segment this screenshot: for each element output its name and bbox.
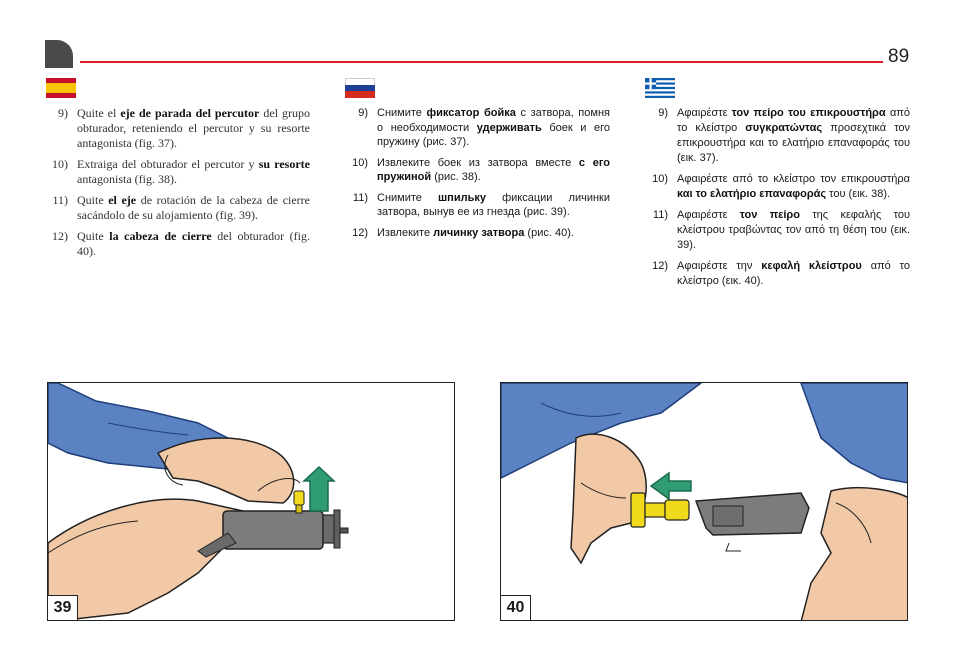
instruction-item bbox=[42, 193, 310, 223]
figure-39 bbox=[47, 382, 455, 621]
step-number: 9) bbox=[358, 107, 368, 119]
greek-column bbox=[642, 106, 910, 295]
step-text: Снимите фиксатор бойка с затвора, помня о необходимости удерживать боек и его пружину (рис. 37). bbox=[377, 107, 611, 148]
step-number: 11) bbox=[352, 191, 368, 204]
russian-column bbox=[342, 106, 610, 246]
step-text: Extraiga del obturador el percutor y su resorte antagonista (fig. 38). bbox=[77, 157, 310, 186]
page-number: 89 bbox=[888, 46, 910, 67]
instruction-item bbox=[642, 106, 910, 166]
instruction-item bbox=[42, 157, 310, 187]
step-text: Αφαιρέστε την κεφαλή κλείστρου από το κλείστρο (εικ. 40). bbox=[677, 260, 910, 287]
step-number: 12) bbox=[352, 226, 368, 239]
instruction-item bbox=[342, 106, 610, 150]
step-number: 12) bbox=[52, 229, 68, 243]
step-text: Извлеките личинку затвора (рис. 40). bbox=[377, 226, 574, 239]
step-number: 9) bbox=[658, 107, 668, 119]
instruction-item bbox=[642, 172, 910, 202]
step-number: 11) bbox=[52, 193, 68, 207]
step-text: Αφαιρέστε τον πείρο της κεφαλής του κλείστρου τραβώντας τον από τη θέση του (εικ. 39). bbox=[677, 209, 911, 251]
instruction-item bbox=[342, 226, 610, 241]
corner-tab bbox=[45, 40, 73, 68]
instruction-item bbox=[342, 191, 610, 220]
figure-40 bbox=[500, 382, 908, 621]
step-text: Quite el eje de parada del percutor del grupo obturador, reteniendo el percutor y su resorte antagonista (fig. 37). bbox=[77, 106, 311, 150]
spanish-column bbox=[42, 106, 310, 265]
instruction-item bbox=[42, 106, 310, 151]
figure-40-illustration bbox=[501, 383, 908, 621]
spain-flag-icon bbox=[46, 78, 76, 98]
step-number: 12) bbox=[652, 260, 668, 272]
header-rule bbox=[80, 61, 883, 63]
russia-flag-icon bbox=[345, 78, 375, 98]
step-text: Quite la cabeza de cierre del obturador (fig. 40). bbox=[77, 229, 311, 258]
step-text: Quite el eje de rotación de la cabeza de cierre sacándolo de su alojamiento (fig. 39). bbox=[77, 193, 311, 222]
step-text: Снимите шпильку фиксации личинки затвора, вынув ее из гнезда (рис. 39). bbox=[377, 191, 610, 218]
step-number: 10) bbox=[52, 157, 68, 171]
step-number: 9) bbox=[58, 106, 68, 120]
step-text: Αφαιρέστε από το κλείστρο τον επικρουστήρα και το ελατήριο επαναφοράς του (εικ. 38). bbox=[677, 173, 910, 200]
step-number: 10) bbox=[352, 156, 368, 169]
figure-40-number: 40 bbox=[501, 595, 531, 620]
step-number: 11) bbox=[652, 209, 668, 221]
figure-39-number: 39 bbox=[48, 595, 78, 620]
instruction-item bbox=[642, 259, 910, 289]
step-text: Извлеките боек из затвора вместе с его пружиной (рис. 38). bbox=[377, 156, 610, 183]
greece-flag-icon bbox=[645, 78, 675, 98]
instruction-item bbox=[342, 156, 610, 185]
instruction-item bbox=[642, 208, 910, 253]
step-number: 10) bbox=[652, 173, 668, 185]
instruction-item bbox=[42, 229, 310, 259]
figure-39-illustration bbox=[48, 383, 455, 621]
step-text: Αφαιρέστε τον πείρο του επικρουστήρα από το κλείστρο συγκρατώντας προσεχτικά τον επικρουστήρα και το ελατήριο επαναφοράς του (εικ. 37). bbox=[677, 107, 911, 164]
